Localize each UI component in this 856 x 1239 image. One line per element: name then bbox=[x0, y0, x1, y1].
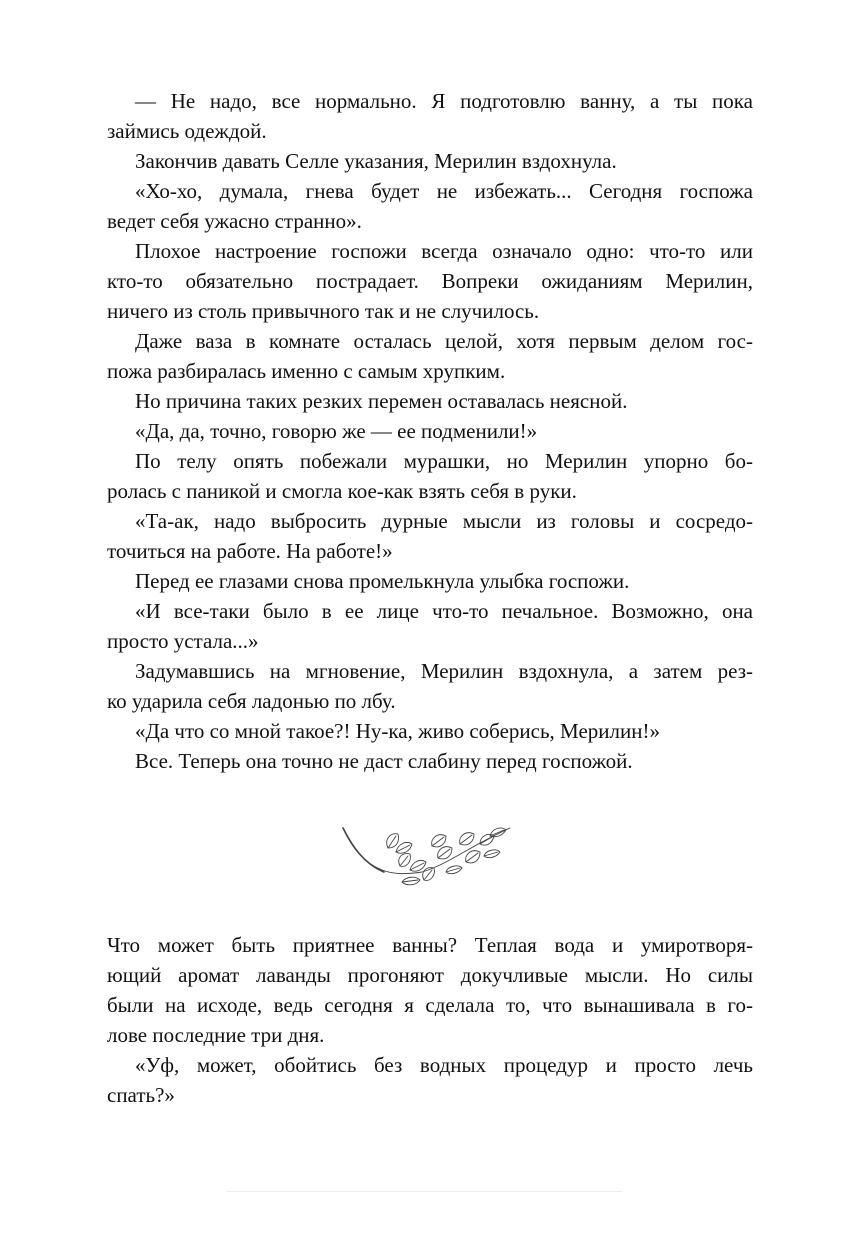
text-line: Но причина таких резких перемен оставалась неясной. bbox=[135, 389, 628, 413]
text-line: Закончив давать Селле указания, Мерилин вздохнула. bbox=[135, 149, 617, 173]
text-line: точиться на работе. На работе!» bbox=[107, 539, 393, 563]
text-line: пожа разбиралась именно с самым хрупким. bbox=[107, 359, 506, 383]
text-line: «Да что со мной такое?! Ну-ка, живо соберись, Мерилин!» bbox=[135, 719, 660, 743]
text-line: ничего из столь привычного так и не случилось. bbox=[107, 299, 540, 323]
text-line: Даже ваза в комнате осталась целой, хотя первым делом гос- bbox=[135, 329, 753, 353]
floral-branch-icon bbox=[340, 822, 518, 892]
text-line: «Хо-хо, думала, гнева будет не избежать... Сегодня госпожа bbox=[135, 179, 753, 203]
text-line: займись одеждой. bbox=[107, 119, 267, 143]
text-line: «И все-таки было в ее лице что-то печальное. Возможно, она bbox=[135, 599, 753, 623]
section-1-text bbox=[107, 86, 753, 776]
text-line: ведет себя ужасно странно». bbox=[107, 209, 362, 233]
text-line: ко ударила себя ладонью по лбу. bbox=[107, 689, 396, 713]
text-line: лове последние три дня. bbox=[107, 1023, 325, 1047]
text-line: кто-то обязательно пострадает. Вопреки ожиданиям Мерилин, bbox=[107, 269, 753, 293]
text-line: По телу опять побежали мурашки, но Мерилин упорно бо- bbox=[135, 449, 753, 473]
text-line: ролась с паникой и смогла кое-как взять себя в руки. bbox=[107, 479, 577, 503]
text-line: «Уф, может, обойтись без водных процедур и просто лечь bbox=[135, 1053, 753, 1077]
text-line: Что может быть приятнее ванны? Теплая вода и умиротворя- bbox=[107, 933, 753, 957]
text-line: спать?» bbox=[107, 1083, 175, 1107]
text-line: просто устала...» bbox=[107, 629, 259, 653]
text-line: были на исходе, ведь сегодня я сделала то, что вынашивала в го- bbox=[107, 993, 753, 1017]
text-line: «Да, да, точно, говорю же — ее подменили!» bbox=[135, 419, 538, 443]
text-line: Перед ее глазами снова промелькнула улыбка госпожи. bbox=[135, 569, 630, 593]
section-2-text bbox=[107, 930, 753, 1110]
footer-divider bbox=[227, 1191, 622, 1192]
text-line: Задумавшись на мгновение, Мерилин вздохнула, а затем рез- bbox=[135, 659, 753, 683]
text-line: «Та-ак, надо выбросить дурные мысли из головы и сосредо- bbox=[135, 509, 753, 533]
text-line: ющий аромат лаванды прогоняют докучливые мысли. Но силы bbox=[107, 963, 753, 987]
text-line: Все. Теперь она точно не даст слабину перед госпожой. bbox=[135, 749, 633, 773]
text-line: Плохое настроение госпожи всегда означало одно: что-то или bbox=[135, 239, 753, 263]
text-line: — Не надо, все нормально. Я подготовлю ванну, а ты пока bbox=[135, 89, 753, 113]
